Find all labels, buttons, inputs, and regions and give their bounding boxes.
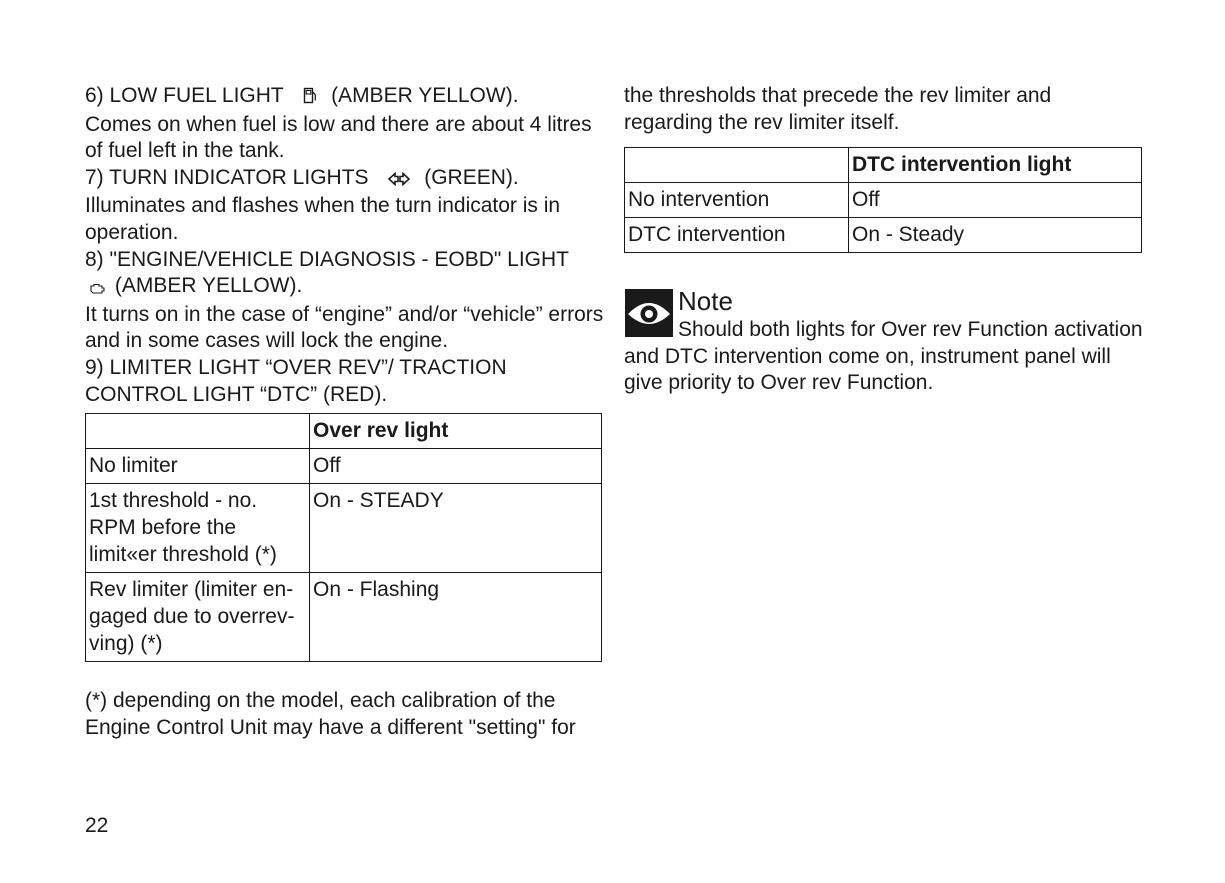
item-7-title xyxy=(85,165,605,194)
table-cell: 1st threshold - no. RPM before the limit«er threshold (*) xyxy=(86,484,310,573)
table-header-row xyxy=(625,148,1142,183)
fuel-pump-icon xyxy=(303,85,317,112)
item-6-title xyxy=(85,83,605,112)
item-7-title-label: 7) TURN INDICATOR LIGHTS xyxy=(85,165,369,189)
table-cell: Off xyxy=(310,449,602,484)
item-6-text: Comes on when fuel is low and there are about 4 litres of fuel left in the tank. xyxy=(85,112,592,163)
table-row xyxy=(625,218,1142,253)
table-header-cell xyxy=(625,148,849,183)
item-7-text: Illuminates and flashes when the turn indicator is in operation. xyxy=(85,194,561,244)
table-header-cell: DTC intervention light xyxy=(849,148,1142,183)
table-cell: Off xyxy=(849,183,1142,218)
table-cell: On - Flashing xyxy=(310,573,602,662)
dtc-table xyxy=(624,147,1142,253)
over-rev-table xyxy=(85,413,602,662)
note-body: Should both lights for Over rev Function activation and DTC intervention come on, instrument panel will give priority to Over rev Function. xyxy=(624,318,1143,395)
engine-diagnosis-icon xyxy=(89,275,105,302)
table-row xyxy=(86,573,602,662)
item-6-color: (AMBER YELLOW). xyxy=(331,84,519,107)
item-9-title: 9) LIMITER LIGHT “OVER REV”/ TRACTION CONTROL LIGHT “DTC” (RED). xyxy=(85,355,507,406)
note-title: Note xyxy=(678,286,733,316)
table-row xyxy=(625,183,1142,218)
table-row xyxy=(86,449,602,484)
item-8-color: (AMBER YELLOW). xyxy=(114,274,303,298)
table-cell: On - STEADY xyxy=(310,484,602,573)
table-header-row xyxy=(86,414,602,449)
footnote: (*) depending on the model, each calibration of the Engine Control Unit may have a different "setting" for xyxy=(85,689,576,739)
turn-indicator-icon xyxy=(388,167,410,194)
item-7-color: (GREEN). xyxy=(424,165,519,189)
item-8-text: It turns on in the case of “engine” and/or “vehicle” errors and in some cases will lock the engine. xyxy=(85,302,604,353)
table-cell: No limiter xyxy=(86,449,310,484)
table-cell: DTC intervention xyxy=(625,218,849,253)
right-column xyxy=(624,83,1144,136)
table-header-cell xyxy=(86,414,310,449)
table-cell: On - Steady xyxy=(849,218,1142,253)
page-number: 22 xyxy=(85,814,109,837)
continuation-text: the thresholds that precede the rev limiter and regarding the rev limiter itself. xyxy=(624,84,1052,134)
table-header-cell: Over rev light xyxy=(310,414,602,449)
item-8-title-cont xyxy=(85,273,605,302)
item-6-title-label: 6) LOW FUEL LIGHT xyxy=(85,84,284,107)
left-column xyxy=(85,83,605,408)
table-cell: No intervention xyxy=(625,183,849,218)
table-row xyxy=(86,484,602,573)
item-8-title: 8) "ENGINE/VEHICLE DIAGNOSIS - EOBD" LIGHT xyxy=(85,247,570,271)
table-cell: Rev limiter (limiter engaged due to overrevving) (*) xyxy=(86,573,310,662)
